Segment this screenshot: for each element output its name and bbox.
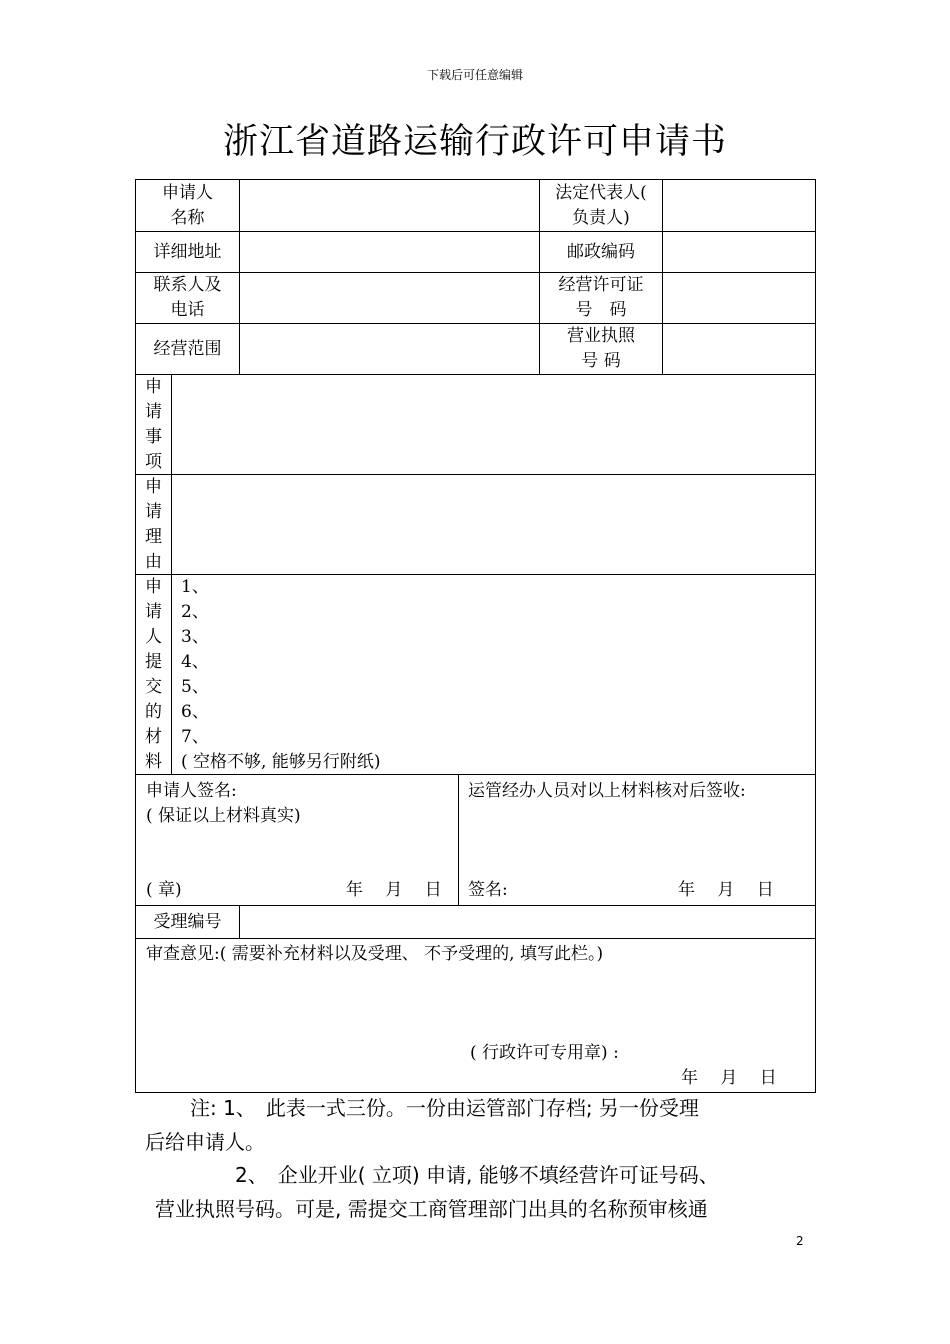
label-legal-rep: 法定代表人( 负责人)	[540, 180, 663, 232]
label-address: 详细地址	[136, 232, 240, 273]
guarantee-text: ( 保证以上材料真实)	[146, 806, 301, 826]
field-legal-rep[interactable]	[663, 180, 815, 232]
material-item-7: 7、	[181, 727, 209, 747]
field-address[interactable]	[240, 232, 540, 273]
material-item-1: 1、	[181, 577, 209, 597]
seal-label: ( 章)	[146, 880, 182, 900]
note-line-1: 注: 1、 此表一式三份。一份由运管部门存档; 另一份受理	[190, 1096, 699, 1120]
label-contact: 联系人及 电话	[136, 273, 240, 324]
note-line-3: 2、 企业开业( 立项) 申请, 能够不填经营许可证号码、	[235, 1163, 719, 1187]
review-date: 年 月 日	[681, 1068, 777, 1088]
material-item-6: 6、	[181, 702, 209, 722]
label-biz-license-no: 营业执照 号 码	[540, 324, 663, 375]
label-applicant-name: 申请人 名称	[136, 180, 240, 232]
label-application-matters: 申 请 事 项	[136, 375, 172, 475]
material-item-4: 4、	[181, 652, 209, 672]
label-license-no: 经营许可证 号 码	[540, 273, 663, 324]
label-application-reason: 申 请 理 由	[136, 475, 172, 575]
material-item-5: 5、	[181, 677, 209, 697]
note-line-4: 营业执照号码。可是, 需提交工商管理部门出具的名称预审核通	[155, 1197, 708, 1221]
field-postal-code[interactable]	[663, 232, 815, 273]
label-acceptance-no: 受理编号	[136, 906, 240, 939]
field-application-matters[interactable]	[172, 375, 815, 475]
field-business-scope[interactable]	[240, 324, 540, 375]
field-biz-license-no[interactable]	[663, 324, 815, 375]
note-line-2: 后给申请人。	[145, 1130, 265, 1154]
label-materials: 申 请 人 提 交 的 材 料	[136, 575, 172, 775]
field-applicant-name[interactable]	[240, 180, 540, 232]
page-title: 浙江省道路运输行政许可申请书	[222, 122, 727, 162]
review-seal-label: ( 行政许可专用章) :	[470, 1043, 619, 1063]
material-item-3: 3、	[181, 627, 209, 647]
field-acceptance-no[interactable]	[240, 906, 815, 939]
officer-verify-label: 运管经办人员对以上材料核对后签收:	[468, 781, 746, 801]
officer-date: 年 月 日	[678, 880, 774, 900]
label-business-scope: 经营范围	[136, 324, 240, 375]
material-note: ( 空格不够, 能够另行附纸)	[181, 752, 381, 772]
page-number: 2	[796, 1234, 804, 1248]
review-opinion-label: 审查意见:( 需要补充材料以及受理、 不予受理的, 填写此栏。)	[146, 944, 604, 964]
header-note: 下载后可任意编辑	[426, 68, 523, 82]
materials-list[interactable]	[172, 575, 815, 775]
applicant-sign-label: 申请人签名:	[146, 781, 237, 801]
field-contact[interactable]	[240, 273, 540, 324]
officer-sign-label: 签名:	[468, 880, 508, 900]
field-application-reason[interactable]	[172, 475, 815, 575]
label-postal-code: 邮政编码	[540, 232, 663, 273]
material-item-2: 2、	[181, 602, 209, 622]
applicant-date: 年 月 日	[346, 880, 442, 900]
field-license-no[interactable]	[663, 273, 815, 324]
